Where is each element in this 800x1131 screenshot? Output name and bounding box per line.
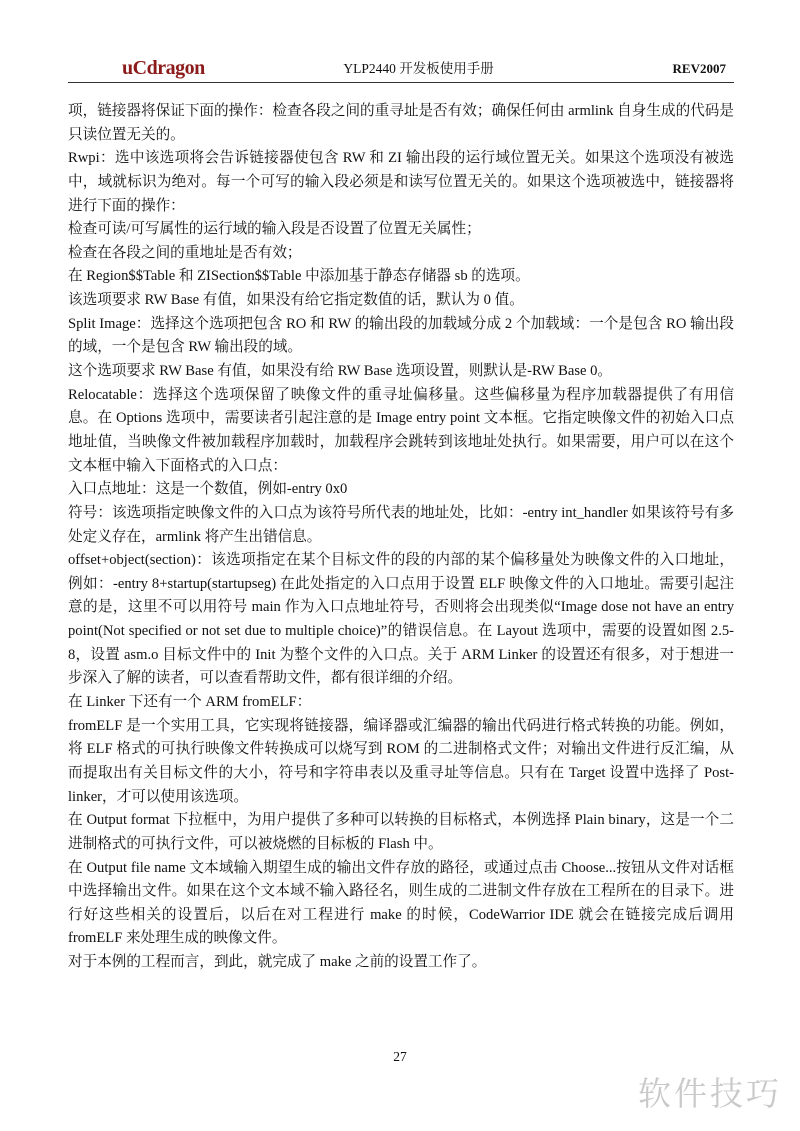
paragraph: Split Image：选择这个选项把包含 RO 和 RW 的输出段的加载域分成 2 个加载域：一个是包含 RO 输出段的域，一个是包含 RW 输出段的域。 bbox=[68, 315, 734, 356]
paragraph: 这个选项要求 RW Base 有值，如果没有给 RW Base 选项设置，则默认是-RW Base 0。 bbox=[68, 363, 613, 380]
paragraph: fromELF 是一个实用工具，它实现将链接器，编译器或汇编器的输出代码进行格式转换的功能。例如，将 ELF 格式的可执行映像文件转换成可以烧写到 ROM 的二进制格式文件；对输出文件进行反汇编，从而提取出有关目标文件的大小，符号和字符串表以及重寻址等信息。只有在 Target 设置中选择了 Post-linker，才可以使用该选项。 bbox=[68, 717, 734, 805]
header-divider bbox=[68, 82, 734, 83]
paragraph: 项，链接器将保证下面的操作：检查各段之间的重寻址是否有效；确保任何由 armlink 自身生成的代码是只读位置无关的。 bbox=[68, 103, 734, 143]
brand-logo: uCdragon bbox=[122, 57, 205, 79]
header-row bbox=[68, 52, 734, 78]
paragraph: 在 Region$$Table 和 ZISection$$Table 中添加基于静态存储器 sb 的选项。 bbox=[68, 268, 530, 285]
paragraph: 在 Output file name 文本域输入期望生成的输出文件存放的路径，或通过点击 Choose...按钮从文件对话框中选择输出文件。如果在这个文本域不输入路径名，则生成的二进制文件存放在工程所在的目录下。进行好这些相关的设置后，以后在对工程进行 make 的时候，CodeWarrior IDE 就会在链接完成后调用 fromELF 来处理生成的映像文件。 bbox=[68, 859, 734, 947]
paragraph: 检查可读/可写属性的运行域的输入段是否设置了位置无关属性； bbox=[68, 221, 481, 238]
header-title: YLP2440 开发板使用手册 bbox=[343, 61, 494, 76]
page-number: 27 bbox=[393, 1049, 407, 1064]
watermark: 软件技巧 bbox=[638, 1075, 782, 1112]
page-header bbox=[68, 52, 734, 86]
paragraph: 在 Output format 下拉框中，为用户提供了多种可以转换的目标格式，本例选择 Plain binary，这是一个二进制格式的可执行文件，可以被烧燃的目标板的 Flash 中。 bbox=[68, 812, 734, 852]
paragraph: 入口点地址：这是一个数值，例如-entry 0x0 bbox=[68, 481, 348, 498]
header-revision: REV2007 bbox=[672, 61, 726, 76]
paragraph: 对于本例的工程而言，到此，就完成了 make 之前的设置工作了。 bbox=[68, 954, 487, 971]
paragraph: 在 Linker 下还有一个 ARM fromELF： bbox=[68, 694, 312, 711]
paragraph: Rwpi：选中该选项将会告诉链接器使包含 RW 和 ZI 输出段的运行域位置无关。如果这个选项没有被选中，域就标识为绝对。每一个可写的输入段必须是和读写位置无关的。如果这个选项被选中，链接器将进行下面的操作： bbox=[68, 150, 734, 214]
paragraph: Relocatable：选择这个选项保留了映像文件的重寻址偏移量。这些偏移量为程序加载器提供了有用信息。在 Options 选项中，需要读者引起注意的是 Image entry point 文本框。它指定映像文件的初始入口点地址值，当映像文件被加载程序加载时，加载程序会跳转到该地址处执行。如果需要，用户可以在这个文本框中输入下面格式的入口点： bbox=[68, 386, 734, 474]
paragraph: 该选项要求 RW Base 有值，如果没有给它指定数值的话，默认为 0 值。 bbox=[68, 292, 524, 309]
paragraph: 检查在各段之间的重地址是否有效； bbox=[68, 244, 302, 261]
paragraph: 符号：该选项指定映像文件的入口点为该符号所代表的地址处，比如：-entry int_handler 如果该符号有多处定义存在，armlink 将产生出错信息。 bbox=[68, 504, 734, 545]
page-body bbox=[68, 100, 734, 975]
paragraph: offset+object(section)：该选项指定在某个目标文件的段的内部的某个偏移量处为映像文件的入口地址，例如：-entry 8+startup(startupseg) 在此处指定的入口点用于设置 ELF 映像文件的入口地址。需要引起注意的是，这里不可以用符号 main 作为入口点地址符号，否则将会出现类似“Image dose not have an entry point(Not specified or not set due to multiple choice)”的错误信息。在 Layout 选项中，需要的设置如图 2.5-8，设置 asm.o 目标文件中的 Init 为整个文件的入口点。关于 ARM Linker 的设置还有很多，对于想进一步深入了解的读者，可以查看帮助文件，都有很详细的介绍。 bbox=[68, 552, 734, 687]
